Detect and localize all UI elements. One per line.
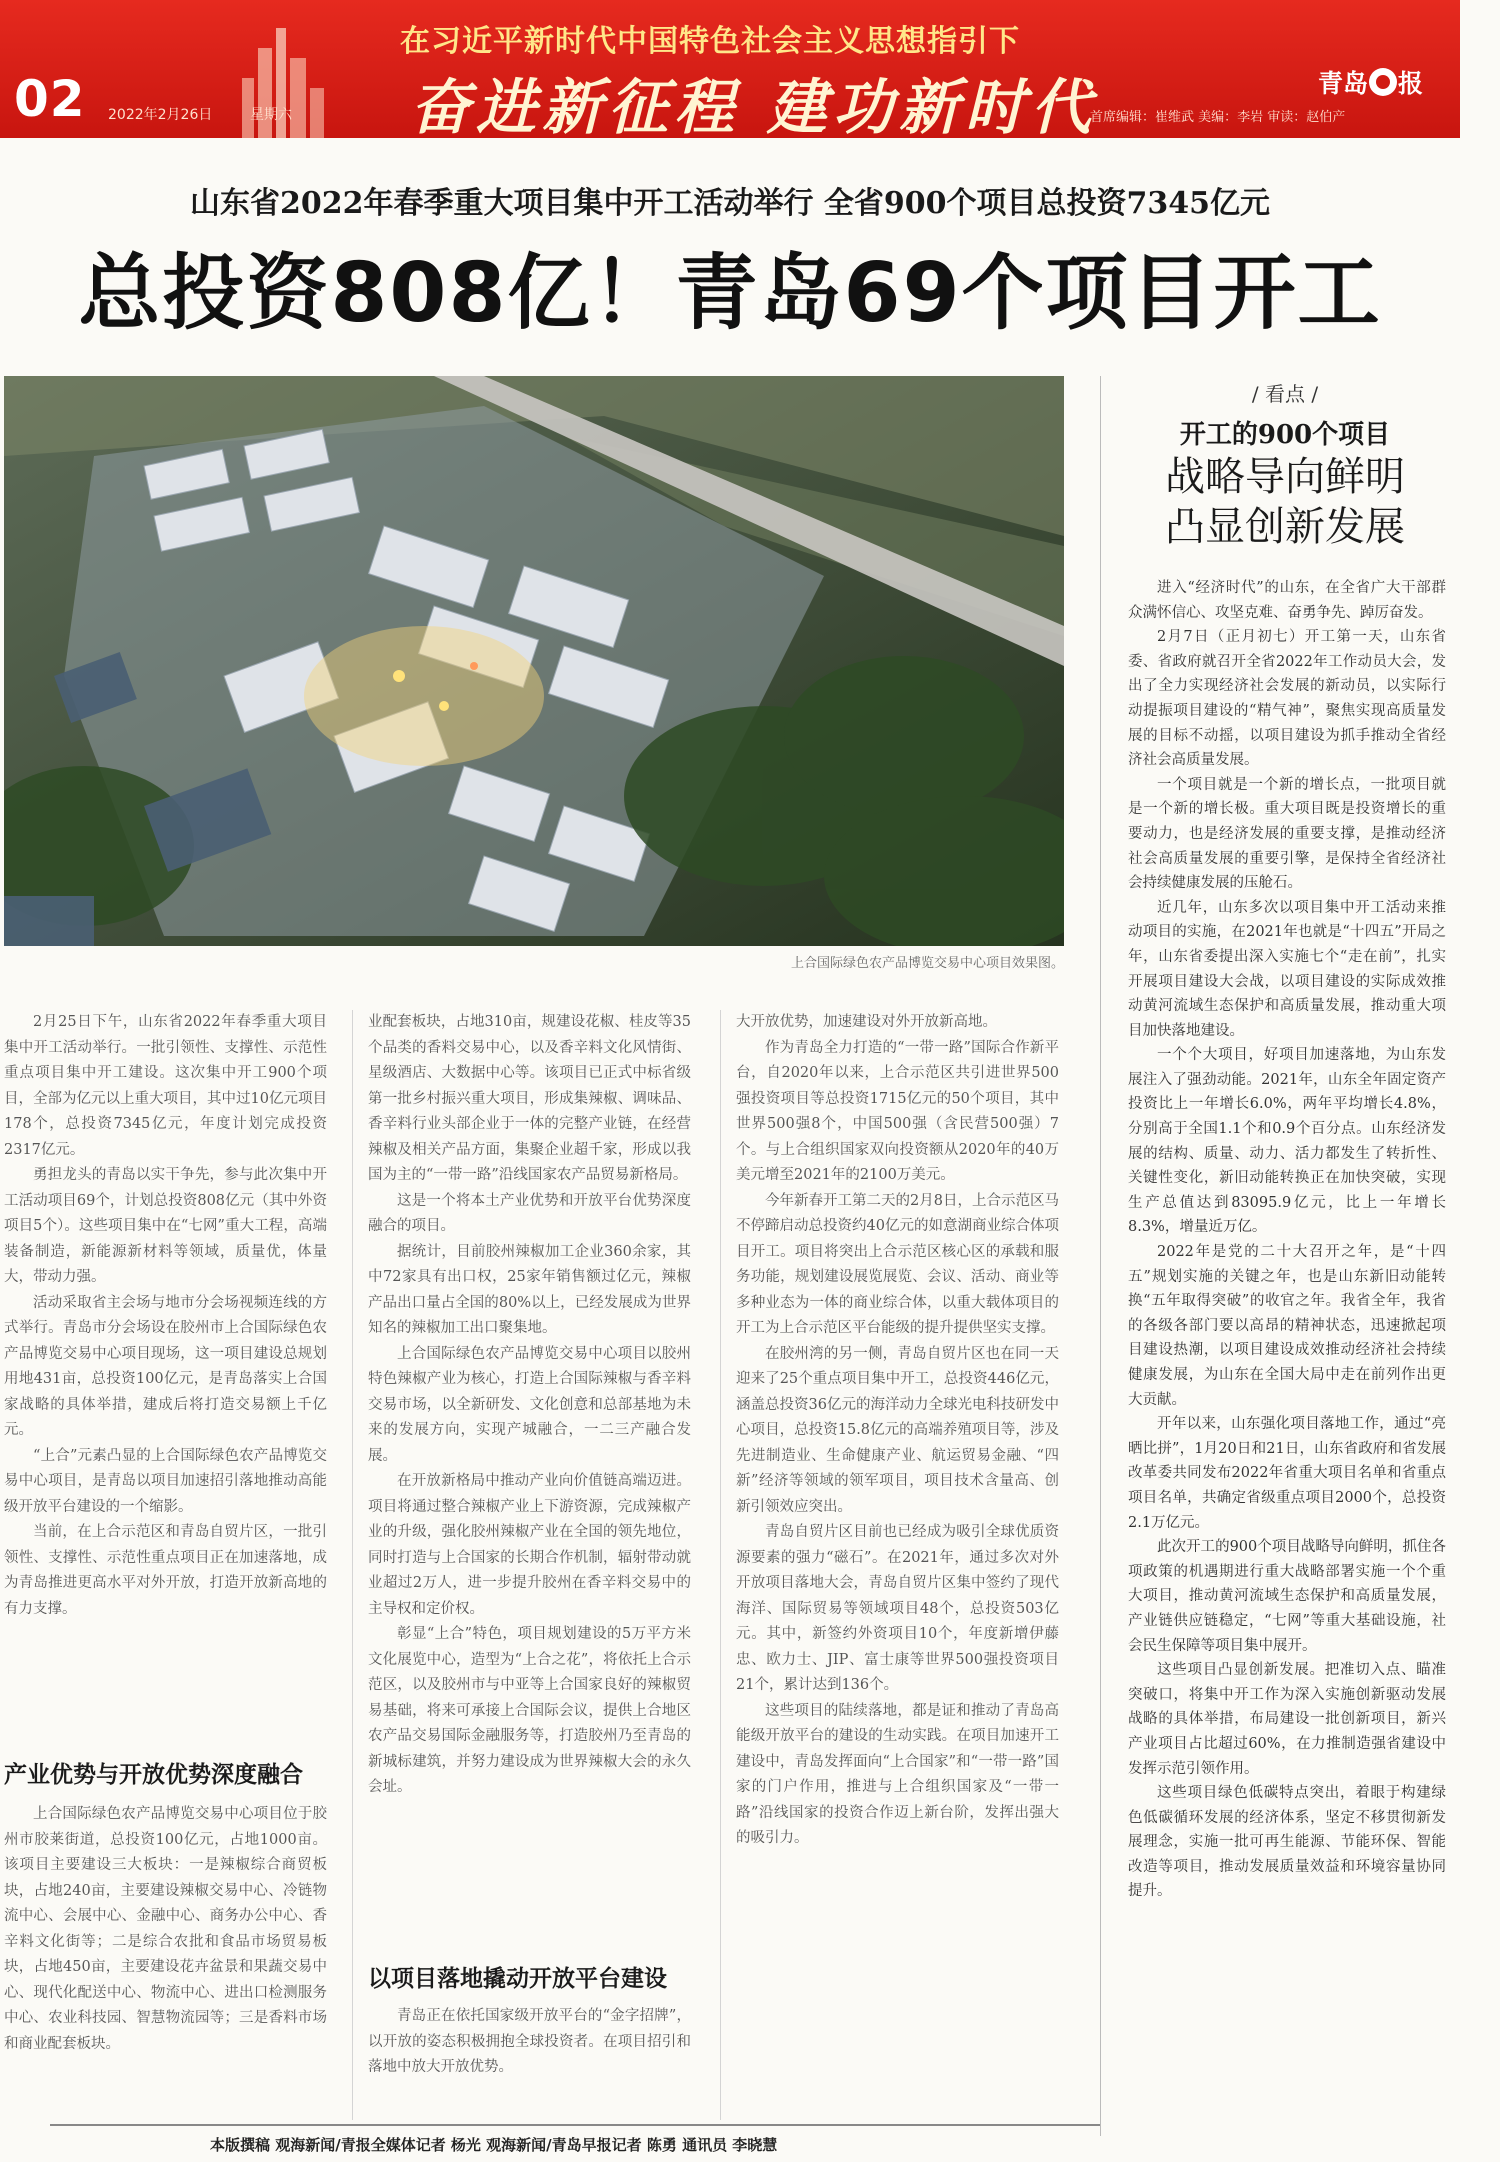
sidebar-paragraph: 开年以来，山东强化项目落地工作，通过“亮晒比拼”，1月20日和21日，山东省政府和省发展改革委共同发布2022年省重大项目名单和省重点项目名单，共确定省级重点项目2000个，总投资2.1万亿元。 (1128, 1416, 1446, 1531)
footer-divider (50, 2124, 1100, 2126)
sidebar-title-line: 凸显创新发展 (1165, 504, 1405, 550)
logo-text-right: 报 (1398, 69, 1424, 98)
sidebar-paragraph: 一个项目就是一个新的增长点，一批项目就是一个新的增长极。重大项目既是投资增长的重要动力，也是经济发展的重要支撑，是推动经济社会高质量发展的重要引擎，是保持全省经济社会持续健康发展的压舱石。 (1128, 776, 1446, 892)
sidebar-subtitle: 开工的900个项目 (1179, 420, 1391, 450)
article-paragraph: 当前，在上合示范区和青岛自贸片区，一批引领性、支撑性、示范性重点项目正在加速落地，成为青岛推进更高水平对外开放，打造开放新高地的有力支撑。 (4, 1524, 327, 1617)
editor-credits: 首席编辑：崔维武 美编：李岩 审读：赵伯产 (1090, 110, 1346, 125)
sidebar-paragraph: 一个个大项目，好项目加速落地，为山东发展注入了强劲动能。2021年，山东全年固定资产投资比上一年增长6.0%，两年平均增长4.8%，分别高于全国1.1个和0.9个百分点。山东经济发展的结构、质量、动力、活力都发生了转折性、关键性变化，新旧动能转换正在加快突破，实现生产总值达到83095.9亿元，比上一年增长8.3%，增量近万亿。 (1128, 1047, 1446, 1236)
photo-caption: 上合国际绿色农产品博览交易中心项目效果图。 (790, 956, 1064, 971)
article-column-2 (368, 1010, 691, 1940)
article-paragraph: “上合”元素凸显的上合国际绿色农产品博览交易中心项目，是青岛以项目加速招引落地推动高能级开放平台建设的一个缩影。 (4, 1447, 327, 1515)
article-paragraph: 青岛自贸片区目前也已经成为吸引全球优质资源要素的强力“磁石”。在2021年，通过多次对外开放项目落地大会，青岛自贸片区集中签约了现代海洋、国际贸易等领域项目48个，总投资503亿元。其中，新签约外资项目10个，年度新增伊藤忠、欧力士、JIP、富士康等世界500强投资项目21个，累计达到136个。 (736, 1524, 1059, 1693)
article-kicker: 山东省2022年春季重大项目集中开工活动举行 全省900个项目总投资7345亿元 (189, 186, 1271, 221)
page-number: 02 (14, 70, 86, 128)
article-column-2-continued (368, 2004, 691, 2122)
article-paragraph: 2月25日下午，山东省2022年春季重大项目集中开工活动举行。一批引领性、支撑性、示范性重点项目集中开工建设。这次集中开工900个项目，全部为亿元以上重大项目，其中过10亿元项目178个，总投资7345亿元，年度计划完成投资2317亿元。 (4, 1014, 327, 1158)
article-headline: 总投资808亿！青岛69个项目开工 (78, 246, 1382, 341)
article-paragraph: 业配套板块，占地310亩，规建设花椒、桂皮等35个品类的香料交易中心，以及香辛料文化风情街、星级酒店、大数据中心等。该项目已正式中标省级第一批乡村振兴重大项目，形成集辣椒、调味品、香辛料行业头部企业于一体的完整产业链，在经营辣椒及相关产品方面，集聚企业超千家，形成以我国为主的“一带一路”沿线国家农产品贸易新格局。 (368, 1014, 691, 1183)
aerial-rendering-image (4, 376, 1064, 946)
sidebar-paragraph: 近几年，山东多次以项目集中开工活动来推动项目的实施，在2021年也就是“十四五”开局之年，山东省委提出深入实施七个“走在前”，扎实开展项目建设大会战，以项目建设的实际成效推动黄河流域生态保护和高质量发展，推动重大项目加快落地建设。 (1128, 899, 1446, 1039)
issue-date: 2022年2月26日 (108, 107, 213, 123)
article-paragraph: 勇担龙头的青岛以实干争先，参与此次集中开工活动项目69个，计划总投资808亿元（其中外资项目5个）。这些项目集中在“七网”重大工程，高端装备制造，新能源新材料等领域，质量优，体量大，带动力强。 (4, 1167, 327, 1285)
article-column-1-continued (4, 1802, 327, 2122)
section-subhead: 以项目落地撬动开放平台建设 (368, 1965, 667, 1992)
section-subhead: 产业优势与开放优势深度融合 (4, 1761, 303, 1788)
article-paragraph: 彰显“上合”特色，项目规划建设的5万平方米文化展览中心，造型为“上合之花”，将依托上合示范区，以及胶州市与中亚等上合国家良好的辣椒贸易基础，将来可承接上合国际会议，提供上合地区农产品交易国际金融服务等，打造胶州乃至青岛的新城标建筑，并努力建设成为世界辣椒大会的永久会址。 (368, 1626, 691, 1795)
sidebar-title-line: 战略导向鲜明 (1165, 454, 1405, 500)
masthead-subtitle: 在习近平新时代中国特色社会主义思想指引下 (400, 24, 1020, 59)
article-paragraph: 上合国际绿色农产品博览交易中心项目以胶州特色辣椒产业为核心，打造上合国际辣椒与香辛料交易市场，以全新研发、文化创意和总部基地为未来的发展方向，实现产城融合，一二三产融合发展。 (368, 1345, 691, 1464)
article-paragraph: 这是一个将本土产业优势和开放平台优势深度融合的项目。 (368, 1192, 691, 1234)
article-column-3 (736, 1010, 1059, 2120)
article-paragraph: 上合国际绿色农产品博览交易中心项目位于胶州市胶莱街道，总投资100亿元，占地1000亩。该项目主要建设三大板块：一是辣椒综合商贸板块，占地240亩，主要建设辣椒交易中心、冷链物流中心、会展中心、金融中心、商务办公中心、香辛料文化街等；二是综合农批和食品市场贸易板块，占地450亩，主要建设花卉盆景和果蔬交易中心、现代化配送中心、物流中心、进出口检测服务中心、农业科技园、智慧物流园等；三是香料市场和商业配套板块。 (4, 1806, 327, 2052)
sidebar-paragraph: 2月7日（正月初七）开工第一天，山东省委、省政府就召开全省2022年工作动员大会，发出了全力实现经济社会发展的新动员，以实际行动提振项目建设的“精气神”，聚焦实现高质量发展的目标不动摇，以项目建设为抓手推动全省经济社会高质量发展。 (1128, 629, 1446, 769)
sidebar-paragraph: 2022年是党的二十大召开之年，是“十四五”规划实施的关键之年，也是山东新旧动能转换“五年取得突破”的收官之年。我省全年，我省的各级各部门要以高昂的精神状态，迅速掀起项目建设热潮，以项目建设成效推动经济社会持续健康发展，为山东在全国大局中走在前列作出更大贡献。 (1128, 1244, 1446, 1408)
article-column-1 (4, 1010, 327, 1750)
sidebar-divider (1100, 376, 1101, 2136)
masthead (0, 0, 1460, 138)
column-divider (352, 1010, 353, 2120)
sidebar-paragraph: 进入“经济时代”的山东，在全省广大干部群众满怀信心、攻坚克难、奋勇争先、踔厉奋发。 (1128, 580, 1446, 621)
byline-credits: 本版撰稿 观海新闻/青报全媒体记者 杨光 观海新闻/青岛早报记者 陈勇 通讯员 李晓慧 (210, 2136, 778, 2154)
sidebar-title (1110, 452, 1460, 552)
article-paragraph: 这些项目的陆续落地，都是证和推动了青岛高能级开放平台的建设的生动实践。在项目加速开工建设中，青岛发挥面向“上合国家”和“一带一路”国家的门户作用，推进与上合组织国家及“一带一路”沿线国家的投资合作迈上新台阶，发挥出强大的吸引力。 (736, 1702, 1059, 1846)
newspaper-logo (1318, 64, 1423, 100)
article-paragraph: 今年新春开工第二天的2月8日，上合示范区马不停蹄启动总投资约40亿元的如意湖商业综合体项目开工。项目将突出上合示范区核心区的承载和服务功能，规划建设展览展览、会议、活动、商业等多种业态为一体的商业综合体，以重大载体项目的开工为上合示范区平台能级的提升提供坚实支撑。 (736, 1192, 1059, 1336)
column-divider (720, 1010, 721, 2120)
article-paragraph: 大开放优势，加速建设对外开放新高地。 (736, 1014, 997, 1030)
masthead-slogan: 奋进新征程 建功新时代 (410, 73, 1097, 138)
article-paragraph: 据统计，目前胶州辣椒加工企业360余家，其中72家具有出口权，25家年销售额过亿元，辣椒产品出口量占全国的80%以上，已经发展成为世界知名的辣椒加工出口聚集地。 (368, 1243, 691, 1336)
article-paragraph: 在开放新格局中推动产业向价值链高端迈进。项目将通过整合辣椒产业上下游资源，完成辣椒产业的升级，强化胶州辣椒产业在全国的领先地位，同时打造与上合国家的长期合作机制，辐射带动就业超过2万人，进一步提升胶州在香辛料交易中的主导权和定价权。 (368, 1473, 691, 1617)
article-paragraph: 活动采取省主会场与地市分会场视频连线的方式举行。青岛市分会场设在胶州市上合国际绿色农产品博览交易中心项目现场，这一项目建设总规划用地431亩，总投资100亿元，是青岛落实上合国家战略的具体举措，建成后将打造交易额上千亿元。 (4, 1294, 327, 1438)
issue-weekday: 星期六 (250, 107, 292, 123)
article-paragraph: 作为青岛全力打造的“一带一路”国际合作新平台，自2020年以来，上合示范区共引进世界500强投资项目等总投资1715亿元的50个项目，其中世界500强8个，中国500强（含民营500强）7个。与上合组织国家双向投资额从2020年的40万美元增至2021年的2100万美元。 (736, 1039, 1059, 1183)
article-paragraph: 在胶州湾的另一侧，青岛自贸片区也在同一天迎来了25个重点项目集中开工，总投资446亿元，涵盖总投资36亿元的海洋动力全球光电科技研发中心项目，总投资15.8亿元的高端养殖项目等，涉及先进制造业、生命健康产业、航运贸易金融、“四新”经济等领域的领军项目，项目技术含量高、创新引领效应突出。 (736, 1345, 1059, 1515)
sidebar-tag: / 看点 / (1251, 382, 1319, 406)
logo-badge-icon (1369, 68, 1397, 96)
project-rendering-photo (4, 376, 1064, 946)
article-paragraph: 青岛正在依托国家级开放平台的“金字招牌”，以开放的姿态积极拥抱全球投资者。在项目招引和落地中放大开放优势。 (368, 2008, 691, 2075)
sidebar-paragraph: 这些项目绿色低碳特点突出，着眼于构建绿色低碳循环发展的经济体系，坚定不移贯彻新发展理念，实施一批可再生能源、节能环保、智能改造等项目，推动发展质量效益和环境容量协同提升。 (1128, 1785, 1446, 1900)
logo-text-left: 青岛 (1318, 69, 1369, 98)
sidebar-body (1128, 576, 1446, 2146)
sidebar-paragraph: 此次开工的900个项目战略导向鲜明，抓住各项政策的机遇期进行重大战略部署实施一个个重大项目，推动黄河流域生态保护和高质量发展，产业链供应链稳定，“七网”等重大基础设施，社会民生保障等项目集中展开。 (1128, 1539, 1446, 1654)
sidebar-paragraph: 这些项目凸显创新发展。把准切入点、瞄准突破口，将集中开工作为深入实施创新驱动发展战略的具体举措，布局建设一批创新项目，新兴产业项目占比超过60%，在力推制造强省建设中发挥示范引领作用。 (1128, 1662, 1446, 1777)
